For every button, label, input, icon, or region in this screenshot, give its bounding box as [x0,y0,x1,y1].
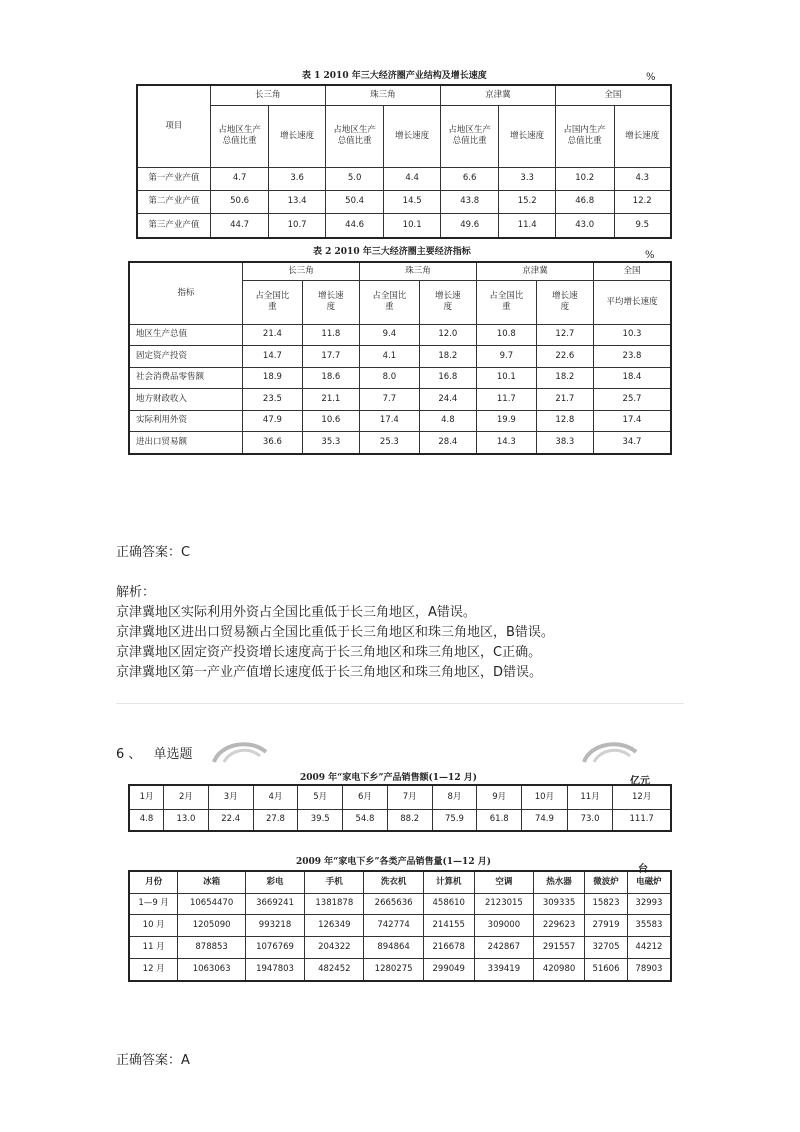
table-row [129,893,671,915]
column-header: 彩电 [245,871,304,893]
cell: 10.3 [594,324,672,346]
cell: 54.8 [343,809,388,831]
row-label: 进出口贸易额 [129,432,243,454]
month-header: 12月 [613,785,671,809]
cell: 309000 [474,915,533,937]
table2-subheader: 占全国比重 [243,280,303,324]
cell: 16.8 [419,367,476,389]
cell: 1205090 [178,915,246,937]
cell: 11.4 [499,214,555,238]
cell: 17.7 [302,346,359,368]
cell: 14.5 [384,190,440,213]
cell: 18.2 [419,346,476,368]
month-header: 6月 [343,785,388,809]
table3-unit: 亿元 [630,776,650,787]
cell: 35583 [627,915,671,937]
cell: 10.2 [555,167,614,190]
cell: 47.9 [243,410,303,432]
month-header: 3月 [208,785,253,809]
cell: 51606 [585,958,628,981]
cell: 50.6 [210,190,269,213]
table2-caption: 表 2 2010 年三大经济圈主要经济指标 [313,247,471,257]
cell: 9.4 [359,324,419,346]
cell: 46.8 [555,190,614,213]
cell: 10654470 [178,893,246,915]
cell: 12.7 [536,324,593,346]
cell: 13.0 [164,809,209,831]
cell: 13.4 [269,190,325,213]
row-label: 地区生产总值 [129,324,243,346]
cell: 2123015 [474,893,533,915]
cell: 291557 [534,937,585,959]
cell: 32705 [585,937,628,959]
table2-subheader: 占全国比重 [476,280,536,324]
table1-subheader: 占地区生产总值比重 [440,105,499,167]
table2-subheader: 增长速度 [536,280,593,324]
cell: 12.8 [536,410,593,432]
cell: 4.4 [384,167,440,190]
cell: 19.9 [476,410,536,432]
row-label: 1—9 月 [129,893,178,915]
cell: 3669241 [245,893,304,915]
cell: 1280275 [364,958,423,981]
table-row [129,915,671,937]
column-header: 月份 [129,871,178,893]
cell: 22.4 [208,809,253,831]
cell: 25.7 [594,389,672,411]
analysis-line: 京津冀地区实际利用外资占全国比重低于长三角地区，A错误。 [116,605,476,620]
table2-region: 全国 [594,262,672,280]
answer-label: 正确答案： [116,545,182,560]
cell: 73.0 [567,809,613,831]
cell: 17.4 [594,410,672,432]
table1-caption: 表 1 2010 年三大经济圈产业结构及增长速度 [302,71,487,81]
row-label: 固定资产投资 [129,346,243,368]
cell: 894864 [364,937,423,959]
cell: 15823 [585,893,628,915]
table-row [129,937,671,959]
cell: 993218 [245,915,304,937]
column-header: 热水器 [534,871,585,893]
cell: 18.4 [594,367,672,389]
row-label: 第三产业产值 [137,214,210,238]
column-header: 空调 [474,871,533,893]
cell: 309335 [534,893,585,915]
cell: 10.6 [302,410,359,432]
cell: 10.8 [476,324,536,346]
cell: 742774 [364,915,423,937]
cell: 9.7 [476,346,536,368]
cell: 27.8 [253,809,298,831]
month-header: 7月 [387,785,432,809]
table-row [129,809,671,831]
table1-subheader: 占地区生产总值比重 [210,105,269,167]
cell: 878853 [178,937,246,959]
cell: 204322 [305,937,364,959]
table2-subheader: 增长速度 [419,280,476,324]
row-label: 实际利用外资 [129,410,243,432]
cell: 214155 [423,915,474,937]
table1-region: 珠三角 [325,85,440,105]
cell: 1063063 [178,958,246,981]
cell: 12.0 [419,324,476,346]
cell: 1947803 [245,958,304,981]
table-row [129,958,671,981]
table-row [137,214,671,238]
cell: 18.2 [536,367,593,389]
table1-subheader: 增长速度 [499,105,555,167]
cell: 27919 [585,915,628,937]
cell: 4.1 [359,346,419,368]
row-label: 社会消费品零售额 [129,367,243,389]
cell: 458610 [423,893,474,915]
cell: 1381878 [305,893,364,915]
row-label: 11 月 [129,937,178,959]
cell: 35.3 [302,432,359,454]
month-header: 11月 [567,785,613,809]
analysis-body [116,603,554,683]
cell: 34.7 [594,432,672,454]
cell: 482452 [305,958,364,981]
month-header: 10月 [522,785,568,809]
row-label: 第二产业产值 [137,190,210,213]
swirl-decoration-left [210,738,270,764]
month-header: 8月 [432,785,477,809]
cell: 25.3 [359,432,419,454]
table-row [129,367,671,389]
answer-value: C [181,545,191,560]
month-header: 9月 [477,785,522,809]
table1 [136,84,672,239]
table1-subheader: 占地区生产总值比重 [325,105,384,167]
table-row [129,389,671,411]
cell: 2665636 [364,893,423,915]
cell: 75.9 [432,809,477,831]
table1-subheader: 增长速度 [384,105,440,167]
table2-subheader: 平均增长速度 [594,280,672,324]
column-header: 洗衣机 [364,871,423,893]
cell: 10.7 [269,214,325,238]
cell: 50.4 [325,190,384,213]
month-header: 1月 [129,785,164,809]
cell: 9.5 [614,214,671,238]
cell: 21.1 [302,389,359,411]
month-header: 4月 [253,785,298,809]
cell: 61.8 [477,809,522,831]
cell: 10.1 [476,367,536,389]
answer-6 [116,1049,190,1068]
analysis-line: 京津冀地区第一产业产值增长速度低于长三角地区和珠三角地区，D错误。 [116,665,543,680]
cell: 44.7 [210,214,269,238]
table1-subheader: 增长速度 [269,105,325,167]
row-label: 10 月 [129,915,178,937]
table3-caption: 2009 年“家电下乡”产品销售额(1—12 月) [300,773,477,783]
month-header: 5月 [298,785,343,809]
cell: 43.0 [555,214,614,238]
column-header: 冰箱 [178,871,246,893]
table1-subheader: 增长速度 [614,105,671,167]
cell: 111.7 [613,809,671,831]
table-row [129,432,671,454]
table2-unit: % [645,250,655,261]
table4 [128,870,672,982]
cell: 23.5 [243,389,303,411]
cell: 4.3 [614,167,671,190]
cell: 44212 [627,937,671,959]
question-6-header [116,743,193,762]
cell: 43.8 [440,190,499,213]
cell: 12.2 [614,190,671,213]
cell: 21.7 [536,389,593,411]
cell: 242867 [474,937,533,959]
cell: 4.8 [419,410,476,432]
table1-corner: 项目 [137,85,210,167]
answer-value: A [181,1053,190,1068]
cell: 216678 [423,937,474,959]
table-row [129,410,671,432]
answer-label: 正确答案： [116,1053,182,1068]
table2-region: 珠三角 [359,262,476,280]
cell: 14.7 [243,346,303,368]
cell: 1076769 [245,937,304,959]
column-header: 电磁炉 [627,871,671,893]
cell: 229623 [534,915,585,937]
cell: 24.4 [419,389,476,411]
table4-unit: 台 [638,864,648,875]
swirl-decoration-right [580,738,640,764]
cell: 23.8 [594,346,672,368]
cell: 7.7 [359,389,419,411]
table1-region: 京津冀 [440,85,555,105]
cell: 44.6 [325,214,384,238]
table2-corner: 指标 [129,262,243,324]
row-label: 第一产业产值 [137,167,210,190]
cell: 299049 [423,958,474,981]
cell: 18.9 [243,367,303,389]
table-row [129,346,671,368]
cell: 17.4 [359,410,419,432]
table-row [129,324,671,346]
cell: 22.6 [536,346,593,368]
cell: 8.0 [359,367,419,389]
cell: 78903 [627,958,671,981]
table1-unit: % [646,72,656,83]
analysis-line: 京津冀地区固定资产投资增长速度高于长三角地区和珠三角地区，C正确。 [116,645,542,660]
analysis-title: 解析： [116,585,156,600]
cell: 74.9 [522,809,568,831]
cell: 49.6 [440,214,499,238]
table2-subheader: 占全国比重 [359,280,419,324]
cell: 4.7 [210,167,269,190]
cell: 14.3 [476,432,536,454]
cell: 15.2 [499,190,555,213]
table2-region: 京津冀 [476,262,593,280]
cell: 3.6 [269,167,325,190]
cell: 88.2 [387,809,432,831]
cell: 21.4 [243,324,303,346]
question-type: 单选题 [153,747,193,762]
column-header: 微波炉 [585,871,628,893]
analysis-line: 京津冀地区进出口贸易额占全国比重低于长三角地区和珠三角地区，B错误。 [116,625,554,640]
cell: 5.0 [325,167,384,190]
question-number: 6 、 [116,747,142,762]
cell: 11.8 [302,324,359,346]
table3 [128,784,672,832]
table2 [128,261,672,455]
divider [116,703,684,704]
cell: 11.7 [476,389,536,411]
answer-5 [116,541,190,560]
cell: 126349 [305,915,364,937]
cell: 18.6 [302,367,359,389]
cell: 4.8 [129,809,164,831]
cell: 32993 [627,893,671,915]
table1-region: 全国 [555,85,671,105]
table-row [137,167,671,190]
cell: 339419 [474,958,533,981]
column-header: 计算机 [423,871,474,893]
cell: 36.6 [243,432,303,454]
table-row [137,190,671,213]
table1-region: 长三角 [210,85,325,105]
cell: 39.5 [298,809,343,831]
row-label: 地方财政收入 [129,389,243,411]
cell: 3.3 [499,167,555,190]
cell: 10.1 [384,214,440,238]
column-header: 手机 [305,871,364,893]
cell: 38.3 [536,432,593,454]
cell: 6.6 [440,167,499,190]
table1-subheader: 占国内生产总值比重 [555,105,614,167]
table4-caption: 2009 年“家电下乡”各类产品销售量(1—12 月) [296,857,491,867]
row-label: 12 月 [129,958,178,981]
table2-subheader: 增长速度 [302,280,359,324]
cell: 28.4 [419,432,476,454]
table2-region: 长三角 [243,262,360,280]
month-header: 2月 [164,785,209,809]
cell: 420980 [534,958,585,981]
